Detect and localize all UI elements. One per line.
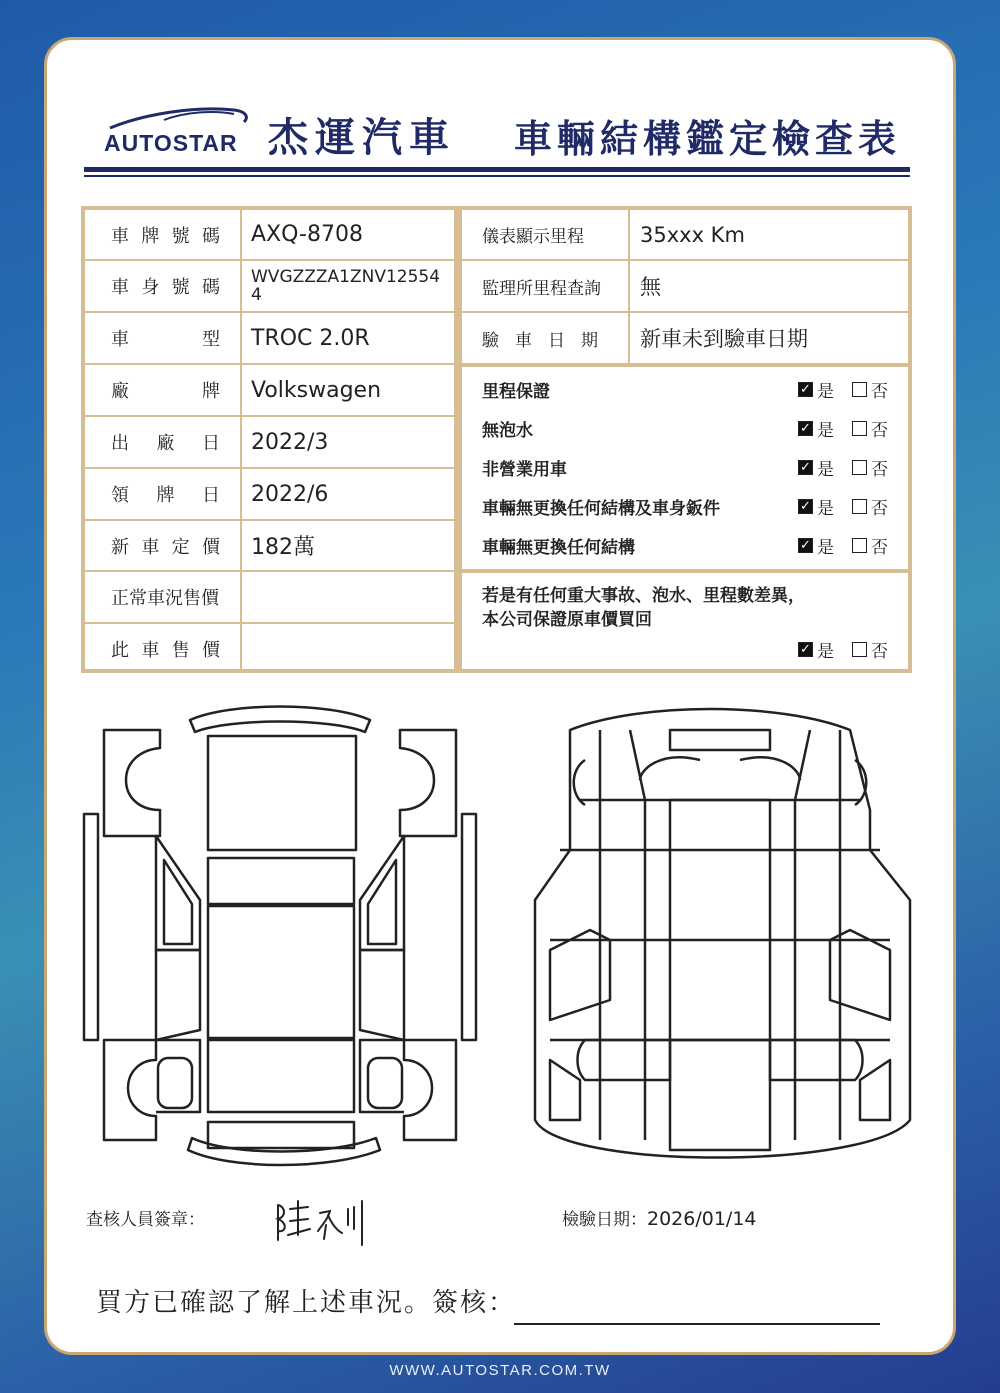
no-checkbox[interactable] [852,421,867,436]
mileage-check-table [458,206,912,673]
table-row [85,572,454,624]
table-row [85,624,454,673]
autostar-logo [104,104,244,160]
yes-checkbox[interactable]: ✓ [798,642,813,657]
table-row [85,261,454,313]
inspection-date: 檢驗日期：2026/01/14 [562,1208,757,1230]
table-row [462,313,908,363]
no-checkbox[interactable] [852,499,867,514]
inspection-date-text: 2026/01/14 [647,1208,757,1230]
signature-line[interactable] [514,1323,880,1325]
car-structure-diagram [80,700,920,1180]
row-label: 車 身 號 碼 [85,261,242,311]
car-frame-view-diagram [535,709,910,1158]
row-label: 出 廠 日 [85,417,242,467]
check-item: 車輛無更換任何結構及車身鈑件 ✓ 是 否 [482,491,888,521]
yes-checkbox[interactable]: ✓ [798,538,813,553]
row-label: 新 車 定 價 [85,521,242,570]
row-label: 廠 牌 [85,365,242,415]
no-checkbox[interactable] [852,460,867,475]
no-checkbox[interactable] [852,538,867,553]
normal-price-value [251,572,450,622]
row-label: 領 牌 日 [85,469,242,519]
table-row [462,210,908,261]
row-label: 車 牌 號 碼 [85,210,242,259]
table-row [462,261,908,313]
check-label: 里程保證 [482,381,550,402]
row-label: 監理所里程查詢 [462,261,630,311]
new-price-value: 182萬 [251,535,315,560]
check-label: 非營業用車 [482,459,567,480]
yes-checkbox[interactable]: ✓ [798,421,813,436]
car-top-view-diagram [84,707,476,1166]
table-row [85,210,454,261]
sale-price-value [251,624,450,673]
page-title: 車輛結構鑑定檢查表 [514,117,902,161]
manufacture-date-value: 2022/3 [251,429,329,455]
table-row [85,365,454,417]
check-label: 無泡水 [482,420,533,441]
check-item: 無泡水 ✓ 是 否 [482,413,888,443]
inspector-signature [268,1195,368,1255]
brand-name: 杰運汽車 [268,115,456,161]
brand-value: Volkswagen [251,377,382,403]
yes-checkbox[interactable]: ✓ [798,382,813,397]
section-divider [462,569,908,573]
no-checkbox[interactable] [852,382,867,397]
row-label: 車 型 [85,313,242,363]
table-row [85,417,454,469]
check-item: 車輛無更換任何結構 ✓ 是 否 [482,530,888,560]
check-item: 非營業用車 ✓ 是 否 [482,452,888,482]
yes-checkbox[interactable]: ✓ [798,499,813,514]
check-label: 車輛無更換任何結構 [482,537,635,558]
no-checkbox[interactable] [852,642,867,657]
check-label: 車輛無更換任何結構及車身鈑件 [482,498,720,519]
registry-mileage-value: 無 [640,275,661,299]
model-value: TROC 2.0R [251,325,370,351]
website-url[interactable]: WWW.AUTOSTAR.COM.TW [389,1362,611,1379]
inspector-label: 查核人員簽章： [86,1210,205,1230]
row-label: 儀表顯示里程 [462,210,630,259]
buyer-confirmation: 買方已確認了解上述車況。簽核： [96,1288,517,1318]
vin-value: WVGZZZA1ZNV125544 [251,267,441,305]
table-row [85,469,454,521]
yes-checkbox[interactable]: ✓ [798,460,813,475]
inspection-date-value: 新車未到驗車日期 [640,327,808,351]
registration-date-value: 2022/6 [251,481,329,507]
header-rule [84,167,910,172]
guarantee-check: ✓ 是 否 [482,634,888,664]
row-label: 驗 車 日 期 [462,313,630,363]
row-label: 正常車況售價 [85,572,242,622]
table-row [85,521,454,572]
row-label: 此 車 售 價 [85,624,242,673]
header-rule-thin [84,175,910,177]
logo-text: AUTOSTAR [104,130,238,156]
check-item: 里程保證 ✓ 是 否 [482,374,888,404]
section-divider [462,363,908,367]
plate-value: AXQ-8708 [251,222,363,247]
guarantee-text: 若是有任何重大事故、泡水、里程數差異， 本公司保證原車價買回 [482,586,805,630]
table-row [85,313,454,365]
vehicle-info-table [81,206,458,673]
odometer-value: 35xxx Km [640,222,745,247]
